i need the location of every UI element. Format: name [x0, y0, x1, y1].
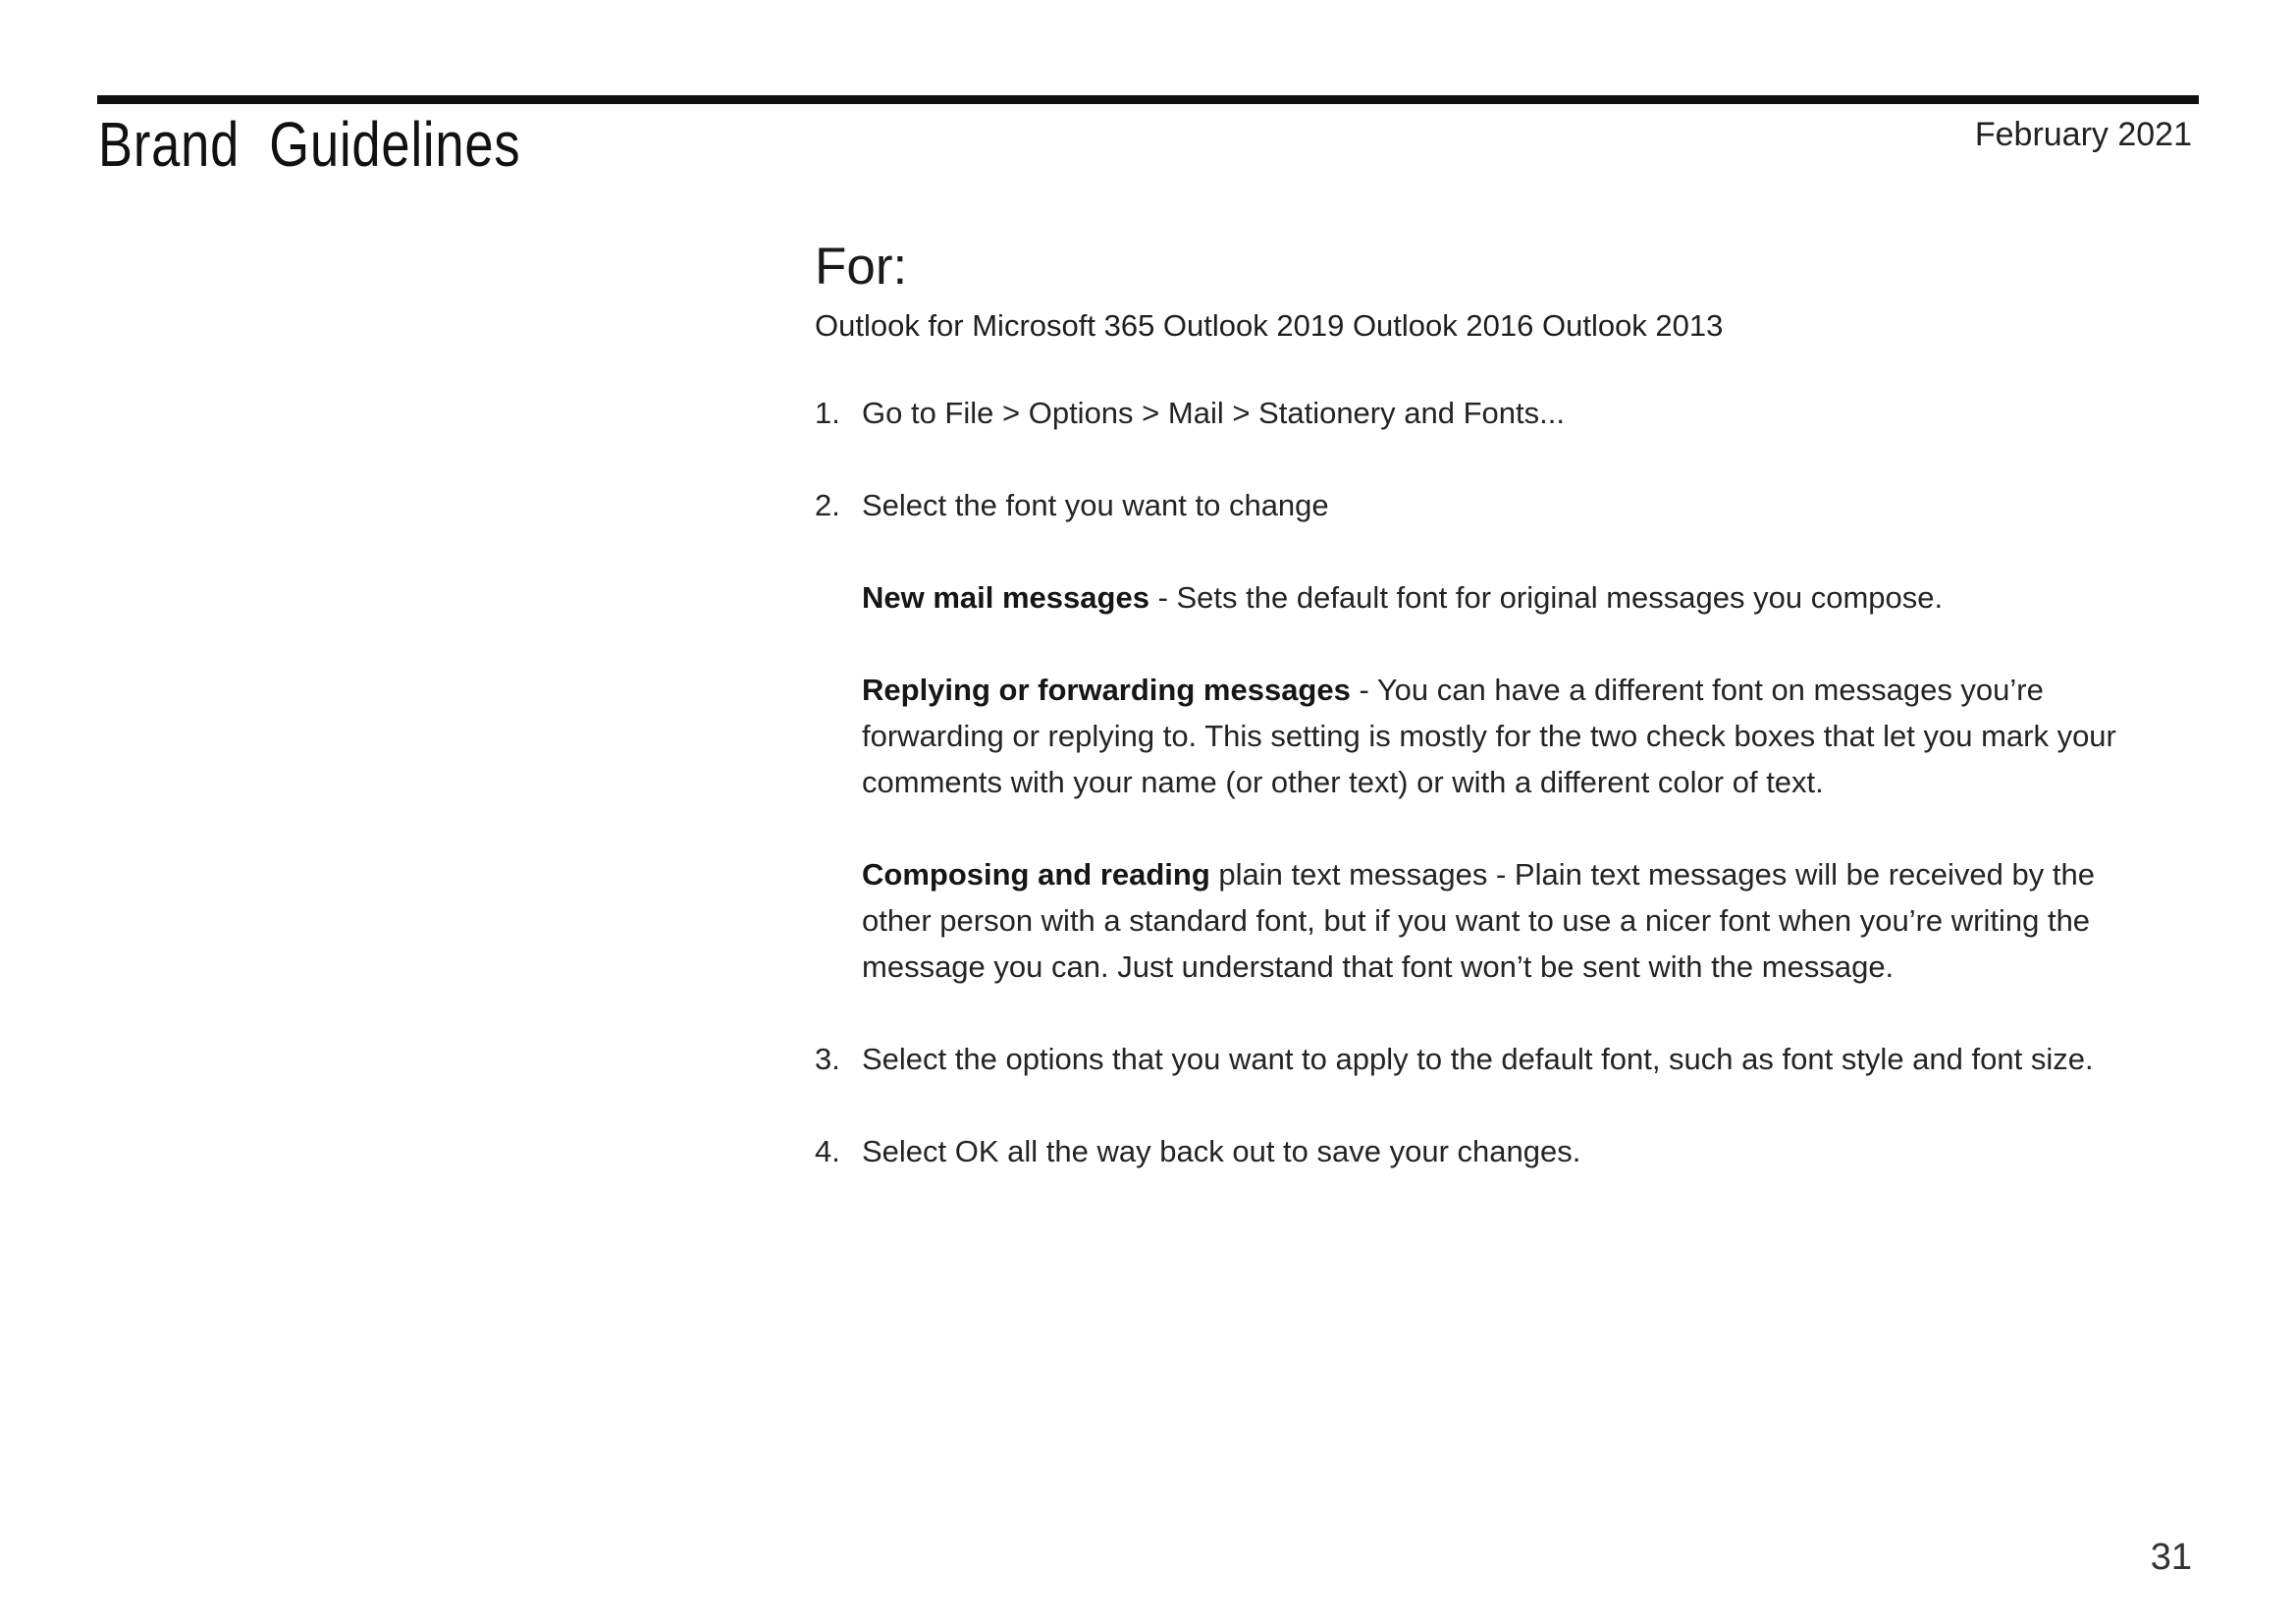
setting-detail: plain text messages - Plain text messages will be received by the other person with a standard font, but if you want to use a nicer font when you’re writing the message you can. Just understand that font won’t be sent with the message.: [862, 857, 2095, 984]
main-content: [815, 239, 2150, 1174]
step-number: 3.: [815, 1042, 840, 1076]
setting-name: New mail messages: [862, 580, 1149, 615]
step-text: Select the font you want to change: [862, 488, 1329, 522]
step-item-4: [815, 1128, 2150, 1174]
setting-detail: - Sets the default font for original messages you compose.: [1148, 580, 1944, 615]
setting-description-replying-forwarding: [862, 667, 2148, 805]
step-text: Select the options that you want to apply to the default font, such as font style and font size.: [862, 1042, 2094, 1076]
step-number: 1.: [815, 396, 840, 430]
setting-description-new-mail: [862, 574, 2148, 621]
step-item-1: [815, 390, 2150, 436]
setting-detail: - You can have a different font on messages you’re forwarding or replying to. This setting is mostly for the two check boxes that let you mark your comments with your name (or other text) or with a different color of text.: [862, 673, 2116, 799]
step-number: 2.: [815, 488, 840, 522]
step-item-2: [815, 482, 2150, 528]
applies-to-products: Outlook for Microsoft 365 Outlook 2019 Outlook 2016 Outlook 2013: [815, 308, 1724, 343]
header-date: February 2021: [1974, 116, 2192, 153]
step-number: 4.: [815, 1134, 840, 1168]
step-text: Go to File > Options > Mail > Stationery and Fonts...: [862, 396, 1565, 430]
page-number: 31: [2150, 1537, 2192, 1578]
document-title: Brand Guidelines: [98, 109, 521, 180]
header-divider: [97, 95, 2199, 104]
step-text: Select OK all the way back out to save your changes.: [862, 1134, 1581, 1168]
setting-description-composing-reading: [862, 851, 2148, 990]
setting-name: Replying or forwarding messages: [862, 673, 1351, 707]
step-item-3: [815, 1036, 2150, 1082]
setting-name: Composing and reading: [862, 857, 1210, 892]
for-heading: For:: [815, 238, 908, 296]
